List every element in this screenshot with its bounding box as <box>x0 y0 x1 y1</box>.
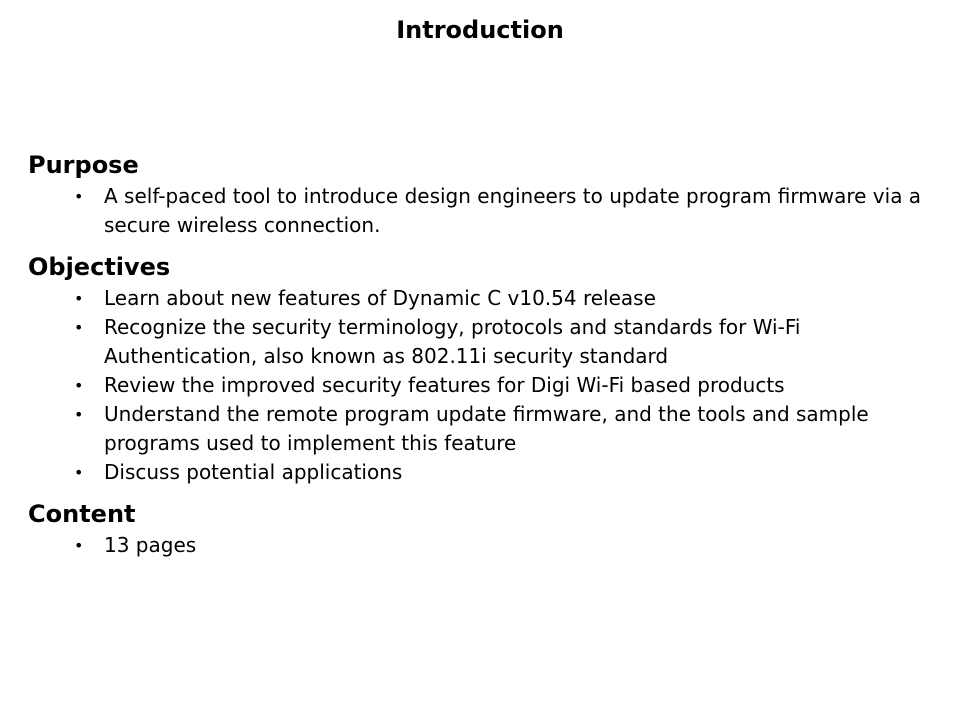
bullet-text: Recognize the security terminology, protocols and standards for Wi-Fi Authentication, also known as 802.11i security standard <box>104 315 801 368</box>
bullet-item <box>28 313 938 371</box>
section-heading: Objectives <box>28 253 171 281</box>
bullet-icon: • <box>74 536 84 555</box>
section-heading: Purpose <box>28 151 139 179</box>
bullet-icon: • <box>74 376 84 395</box>
bullet-item <box>28 284 938 313</box>
bullet-item <box>28 182 938 240</box>
bullet-item <box>28 458 938 487</box>
bullet-list <box>28 531 938 568</box>
bullet-icon: • <box>74 318 84 337</box>
bullet-text: 13 pages <box>104 533 197 557</box>
section-objectives <box>28 250 938 495</box>
bullet-text: A self-paced tool to introduce design engineers to update program firmware via a secure wireless connection. <box>104 184 922 237</box>
bullet-text: Discuss potential applications <box>104 460 403 484</box>
slide-content <box>28 148 938 570</box>
bullet-icon: • <box>74 187 84 206</box>
bullet-icon: • <box>74 289 84 308</box>
bullet-text: Review the improved security features for Digi Wi-Fi based products <box>104 373 785 397</box>
bullet-list <box>28 284 938 495</box>
section-heading: Content <box>28 500 136 528</box>
bullet-item <box>28 400 938 458</box>
bullet-list <box>28 182 938 248</box>
section-content <box>28 497 938 568</box>
bullet-icon: • <box>74 463 84 482</box>
bullet-text: Understand the remote program update firmware, and the tools and sample programs used to implement this feature <box>104 402 869 455</box>
bullet-text: Learn about new features of Dynamic C v10.54 release <box>104 286 656 310</box>
bullet-icon: • <box>74 405 84 424</box>
bullet-item <box>28 371 938 400</box>
bullet-item <box>28 531 938 560</box>
section-purpose <box>28 148 938 248</box>
slide-title: Introduction <box>396 16 564 44</box>
